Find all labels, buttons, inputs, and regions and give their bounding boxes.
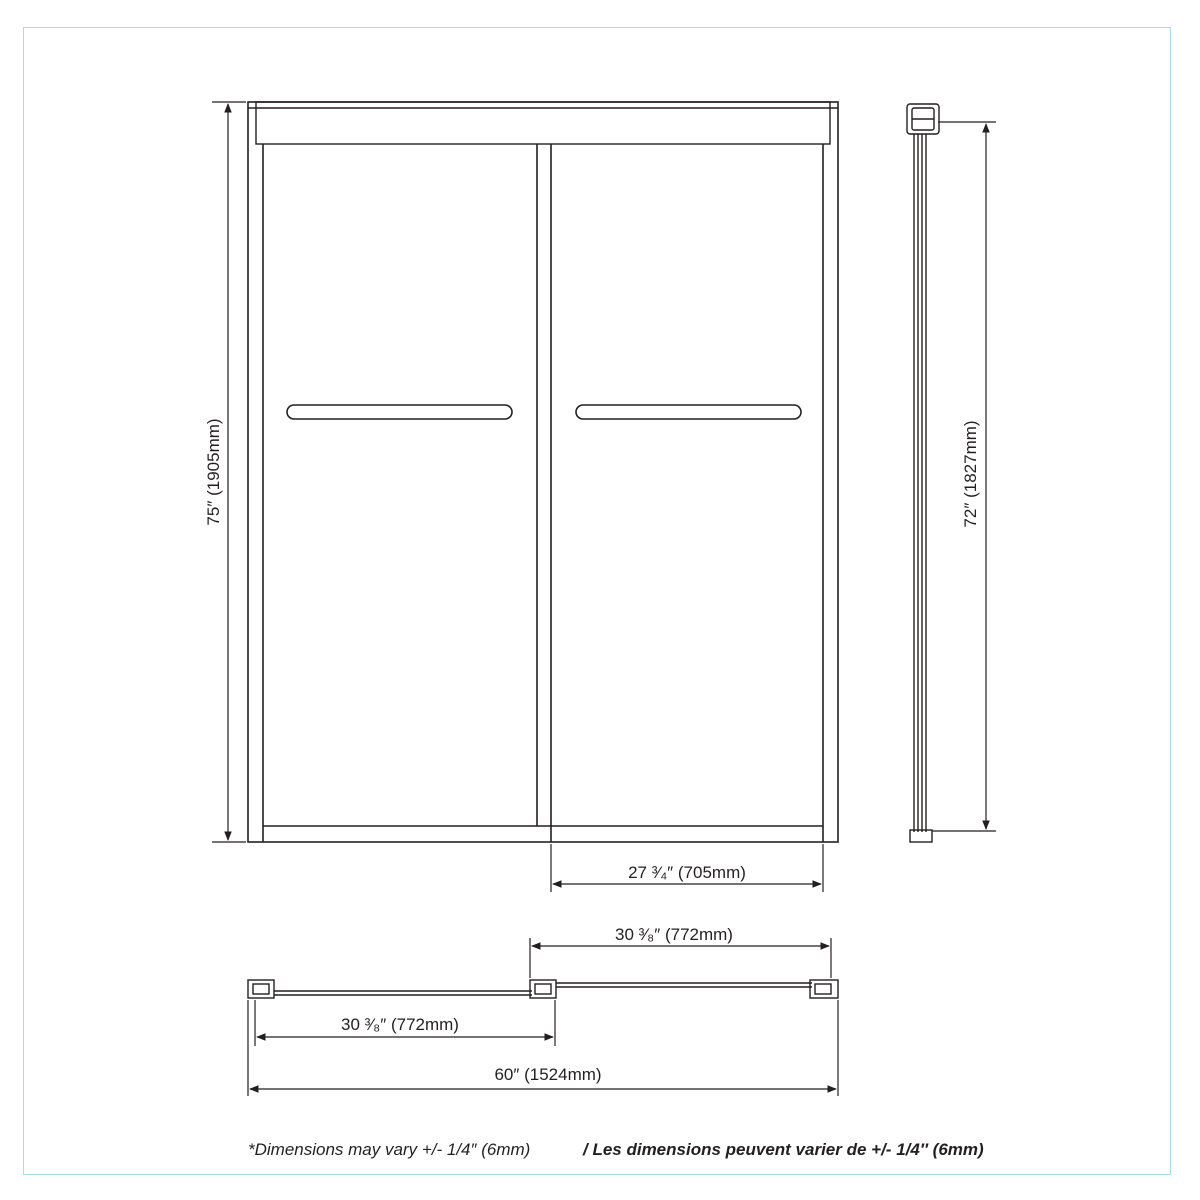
height-overall-label: 75″ (1905mm) — [204, 418, 223, 526]
side-top-roller — [907, 104, 939, 134]
footnote-english: *Dimensions may vary +/- 1/4″ (6mm) — [248, 1140, 531, 1159]
plan-center-bracket — [530, 980, 556, 998]
panel-width-top-dimension — [530, 938, 831, 978]
top-header-rail — [248, 102, 838, 144]
panel-width-bottom-label: 30 ³⁄₈″ (772mm) — [341, 1015, 459, 1034]
opening-width-label: 27 ³⁄₄″ (705mm) — [628, 863, 746, 882]
footnote-french: / Les dimensions peuvent varier de +/- 1/4″ (6mm) — [583, 1140, 984, 1159]
panel-width-top-label: 30 ³⁄₈″ (772mm) — [615, 925, 733, 944]
plan-right-wall-bracket — [810, 980, 838, 998]
plan-view — [248, 980, 838, 998]
height-panel-label: 72″ (1827mm) — [961, 420, 980, 528]
total-width-label: 60″ (1524mm) — [494, 1065, 602, 1084]
door-outer-frame — [248, 102, 838, 842]
plan-inner-panel — [274, 991, 532, 995]
plan-left-wall-bracket — [248, 980, 274, 998]
center-overlap-stile — [537, 144, 551, 842]
plan-outer-panel — [556, 983, 812, 987]
front-elevation — [248, 102, 838, 842]
left-door-handle — [287, 405, 512, 419]
side-panel-profile — [914, 134, 926, 832]
side-elevation — [907, 104, 939, 842]
right-door-handle — [576, 405, 801, 419]
